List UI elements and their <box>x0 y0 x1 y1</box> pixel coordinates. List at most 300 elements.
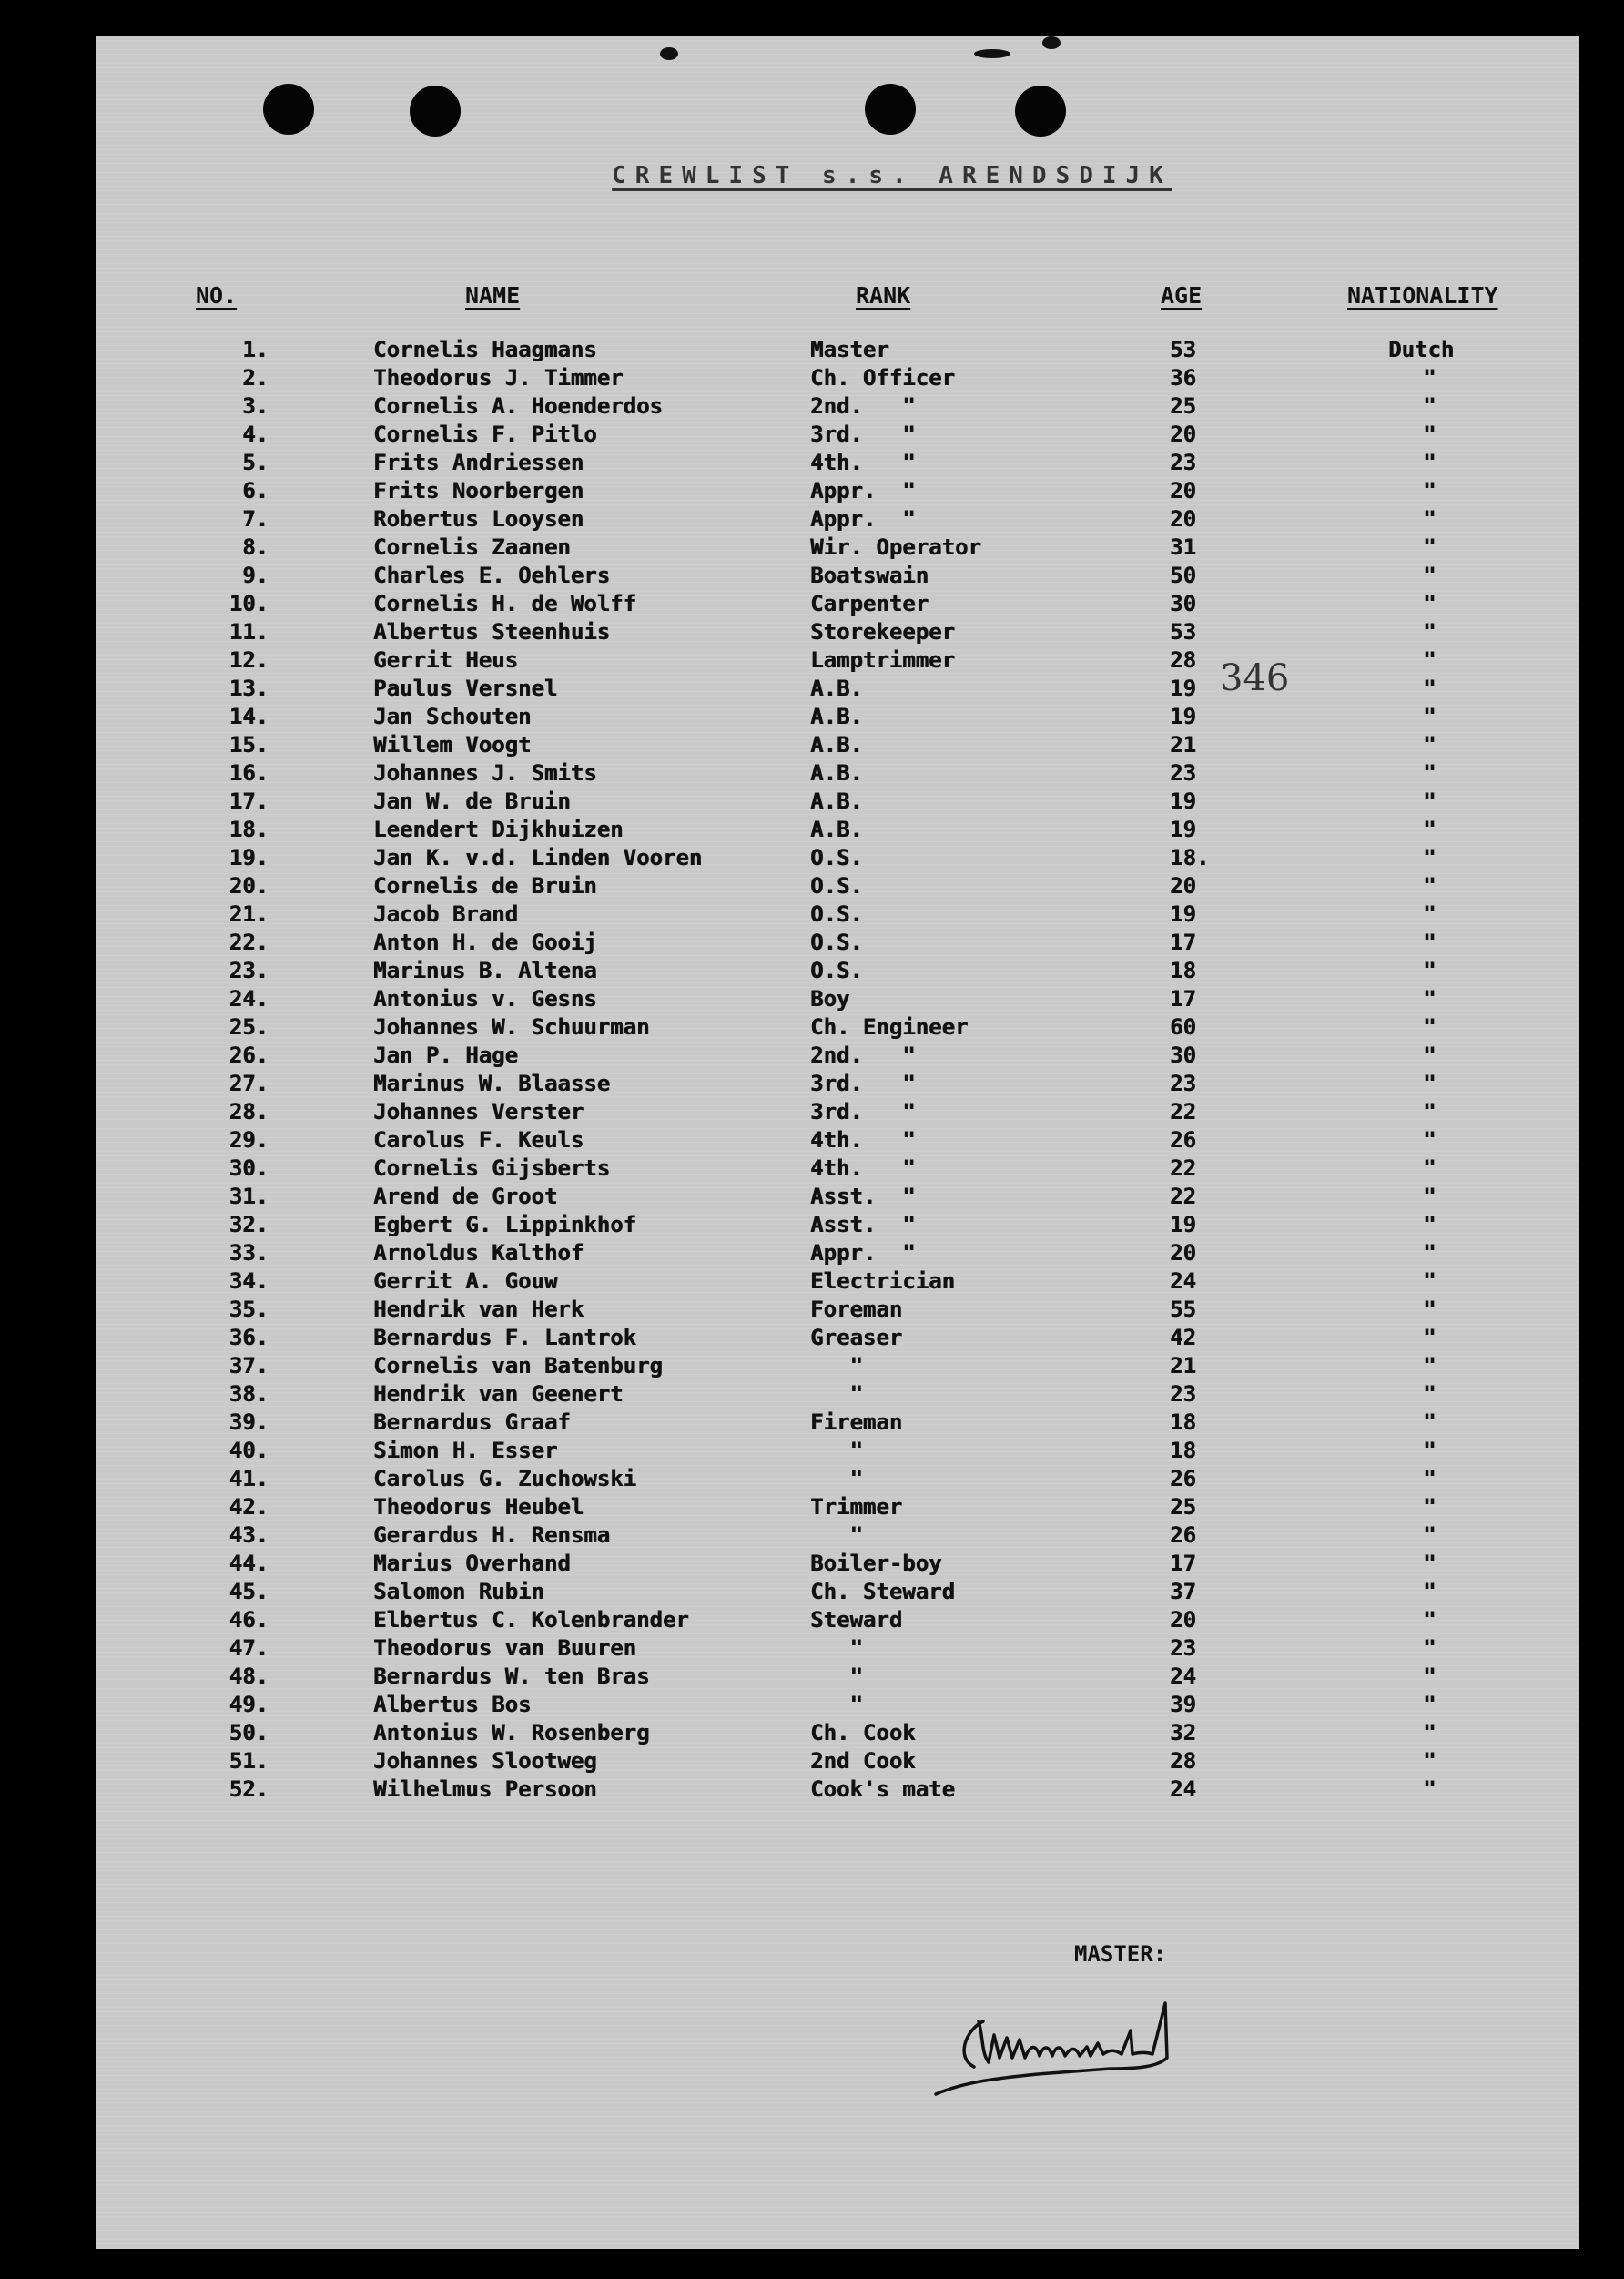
handwritten-note: 346 <box>1220 657 1290 699</box>
crew-nationality: " <box>1423 1043 1436 1068</box>
crew-rank: 4th. " <box>810 1127 916 1153</box>
crew-no: 50. <box>228 1720 269 1745</box>
crew-rank: Master <box>810 337 889 362</box>
crew-nationality: " <box>1423 1268 1436 1294</box>
crew-rank: O.S. <box>810 958 863 983</box>
crew-no: 18. <box>228 817 269 842</box>
crew-nationality: " <box>1423 1325 1436 1350</box>
crew-age: 22 <box>1170 1184 1196 1209</box>
crew-row <box>96 676 1579 704</box>
crew-name: Johannes J. Smits <box>373 760 597 786</box>
crew-rank: " <box>810 1522 863 1548</box>
crew-age: 42 <box>1170 1325 1196 1350</box>
header-no: NO. <box>196 282 238 309</box>
crew-nationality: " <box>1423 619 1436 645</box>
crew-name: Elbertus C. Kolenbrander <box>373 1607 689 1633</box>
crew-no: 3. <box>242 393 269 419</box>
crew-row <box>96 619 1579 647</box>
crew-name: Willem Voogt <box>373 732 532 758</box>
crew-name: Hendrik van Herk <box>373 1297 584 1322</box>
crew-name: Wilhelmus Persoon <box>373 1776 597 1802</box>
crew-no: 40. <box>228 1438 269 1463</box>
crew-age: 30 <box>1170 591 1196 616</box>
crew-nationality: " <box>1423 1381 1436 1407</box>
crew-no: 4. <box>242 422 269 447</box>
crew-row <box>96 1607 1579 1635</box>
crew-nationality: " <box>1423 732 1436 758</box>
crew-no: 30. <box>228 1155 269 1181</box>
crew-row <box>96 534 1579 563</box>
crew-age: 53 <box>1170 619 1196 645</box>
crew-name: Jan Schouten <box>373 704 532 729</box>
crew-age: 17 <box>1170 930 1196 955</box>
crew-nationality: " <box>1423 1071 1436 1096</box>
crew-no: 11. <box>228 619 269 645</box>
crew-age: 31 <box>1170 534 1196 560</box>
crew-rank: O.S. <box>810 845 863 870</box>
crew-rank: Greaser <box>810 1325 903 1350</box>
crew-nationality: " <box>1423 873 1436 899</box>
crew-no: 44. <box>228 1551 269 1576</box>
crew-rank: 2nd. " <box>810 1043 916 1068</box>
crew-age: 26 <box>1170 1466 1196 1491</box>
crew-row <box>96 817 1579 845</box>
crew-no: 15. <box>228 732 269 758</box>
crew-age: 23 <box>1170 450 1196 475</box>
crew-rank: A.B. <box>810 760 863 786</box>
crew-no: 46. <box>228 1607 269 1633</box>
crew-name: Marius Overhand <box>373 1551 571 1576</box>
crew-nationality: " <box>1423 788 1436 814</box>
crew-name: Jan P. Hage <box>373 1043 518 1068</box>
crew-name: Gerrit Heus <box>373 647 518 673</box>
crew-row <box>96 1748 1579 1776</box>
document-page <box>96 36 1579 2249</box>
crew-age: 25 <box>1170 393 1196 419</box>
crew-row <box>96 393 1579 422</box>
crew-no: 36. <box>228 1325 269 1350</box>
crew-nationality: " <box>1423 1776 1436 1802</box>
crew-age: 19 <box>1170 704 1196 729</box>
crew-row <box>96 873 1579 901</box>
crew-age: 50 <box>1170 563 1196 588</box>
crew-nationality: " <box>1423 845 1436 870</box>
crew-name: Carolus F. Keuls <box>373 1127 584 1153</box>
crew-nationality: " <box>1423 986 1436 1012</box>
crew-row <box>96 1663 1579 1692</box>
crew-row <box>96 422 1579 450</box>
crew-nationality: " <box>1423 1353 1436 1379</box>
crew-name: Bernardus F. Lantrok <box>373 1325 636 1350</box>
crew-rank: A.B. <box>810 676 863 701</box>
crew-nationality: " <box>1423 1409 1436 1435</box>
crew-age: 26 <box>1170 1127 1196 1153</box>
header-rank: RANK <box>856 282 911 309</box>
crew-age: 20 <box>1170 506 1196 532</box>
crew-name: Antonius v. Gesns <box>373 986 597 1012</box>
crew-no: 22. <box>228 930 269 955</box>
crew-no: 5. <box>242 450 269 475</box>
crew-no: 39. <box>228 1409 269 1435</box>
header-age: AGE <box>1161 282 1203 309</box>
crew-age: 20 <box>1170 478 1196 504</box>
crew-rank: 4th. " <box>810 450 916 475</box>
crew-nationality: " <box>1423 1099 1436 1124</box>
crew-rank: Trimmer <box>810 1494 903 1520</box>
crew-rank: Appr. " <box>810 506 916 532</box>
crew-rank: " <box>810 1353 863 1379</box>
crew-rank: Boy <box>810 986 850 1012</box>
crew-age: 23 <box>1170 1381 1196 1407</box>
crew-name: Robertus Looysen <box>373 506 584 532</box>
crew-rank: Appr. " <box>810 478 916 504</box>
punch-hole <box>263 84 314 135</box>
crew-name: Cornelis de Bruin <box>373 873 597 899</box>
crew-rank: O.S. <box>810 873 863 899</box>
crew-rank: Carpenter <box>810 591 929 616</box>
crew-rank: 3rd. " <box>810 1099 916 1124</box>
crew-nationality: " <box>1423 450 1436 475</box>
crew-name: Antonius W. Rosenberg <box>373 1720 650 1745</box>
crew-name: Jan W. de Bruin <box>373 788 571 814</box>
ink-speck <box>974 49 1010 58</box>
crew-no: 32. <box>228 1212 269 1237</box>
crew-nationality: " <box>1423 1155 1436 1181</box>
crew-age: 22 <box>1170 1099 1196 1124</box>
crew-nationality: " <box>1423 1297 1436 1322</box>
crew-no: 12. <box>228 647 269 673</box>
crew-row <box>96 337 1579 365</box>
crew-age: 36 <box>1170 365 1196 391</box>
crew-row <box>96 1522 1579 1551</box>
crew-name: Cornelis Haagmans <box>373 337 597 362</box>
crew-nationality: " <box>1423 1494 1436 1520</box>
crew-age: 19 <box>1170 817 1196 842</box>
crew-age: 18 <box>1170 1409 1196 1435</box>
crew-nationality: " <box>1423 1748 1436 1774</box>
crew-no: 33. <box>228 1240 269 1266</box>
crew-row <box>96 1155 1579 1184</box>
crew-name: Bernardus W. ten Bras <box>373 1663 650 1689</box>
crew-name: Simon H. Esser <box>373 1438 558 1463</box>
crew-nationality: " <box>1423 647 1436 673</box>
crew-name: Leendert Dijkhuizen <box>373 817 624 842</box>
crew-nationality: " <box>1423 1127 1436 1153</box>
crew-row <box>96 1466 1579 1494</box>
ink-speck <box>1042 36 1061 49</box>
crew-rank: Ch. Steward <box>810 1579 955 1604</box>
master-signature <box>929 1967 1229 2112</box>
crew-nationality: " <box>1423 1438 1436 1463</box>
crew-nationality: " <box>1423 393 1436 419</box>
crew-row <box>96 647 1579 676</box>
crew-row <box>96 1438 1579 1466</box>
crew-row <box>96 1071 1579 1099</box>
crew-name: Gerardus H. Rensma <box>373 1522 611 1548</box>
crew-no: 10. <box>228 591 269 616</box>
crew-row <box>96 1014 1579 1043</box>
crew-rank: O.S. <box>810 901 863 927</box>
crew-row <box>96 1043 1579 1071</box>
crew-nationality: " <box>1423 1692 1436 1717</box>
crew-nationality: " <box>1423 1607 1436 1633</box>
crew-name: Theodorus Heubel <box>373 1494 584 1520</box>
crew-row <box>96 1127 1579 1155</box>
crew-name: Johannes Verster <box>373 1099 584 1124</box>
crew-rank: Asst. " <box>810 1212 916 1237</box>
crew-rank: Boatswain <box>810 563 929 588</box>
crew-nationality: " <box>1423 478 1436 504</box>
crew-row <box>96 845 1579 873</box>
crew-no: 41. <box>228 1466 269 1491</box>
crew-row <box>96 506 1579 534</box>
crew-name: Bernardus Graaf <box>373 1409 571 1435</box>
crew-age: 53 <box>1170 337 1196 362</box>
crew-nationality: " <box>1423 1212 1436 1237</box>
crew-row <box>96 365 1579 393</box>
crew-row <box>96 1494 1579 1522</box>
crew-rank: Electrician <box>810 1268 955 1294</box>
crew-row <box>96 1212 1579 1240</box>
crew-no: 2. <box>242 365 269 391</box>
crew-name: Jacob Brand <box>373 901 518 927</box>
crew-no: 34. <box>228 1268 269 1294</box>
crew-name: Jan K. v.d. Linden Vooren <box>373 845 703 870</box>
crew-name: Arend de Groot <box>373 1184 558 1209</box>
crew-age: 17 <box>1170 986 1196 1012</box>
crew-name: Cornelis van Batenburg <box>373 1353 663 1379</box>
crew-rank: Steward <box>810 1607 903 1633</box>
crew-name: Albertus Steenhuis <box>373 619 611 645</box>
crew-no: 23. <box>228 958 269 983</box>
crew-row <box>96 478 1579 506</box>
crew-row <box>96 986 1579 1014</box>
crew-rank: 4th. " <box>810 1155 916 1181</box>
crew-age: 17 <box>1170 1551 1196 1576</box>
crew-no: 14. <box>228 704 269 729</box>
crew-no: 43. <box>228 1522 269 1548</box>
crew-rank: Boiler-boy <box>810 1551 942 1576</box>
crew-age: 24 <box>1170 1268 1196 1294</box>
crew-nationality: " <box>1423 704 1436 729</box>
crew-age: 20 <box>1170 1240 1196 1266</box>
crew-nationality: " <box>1423 534 1436 560</box>
crew-nationality: " <box>1423 1522 1436 1548</box>
crew-row <box>96 1551 1579 1579</box>
crew-age: 19 <box>1170 788 1196 814</box>
crew-rank: Appr. " <box>810 1240 916 1266</box>
crew-rank: 3rd. " <box>810 422 916 447</box>
crew-name: Salomon Rubin <box>373 1579 544 1604</box>
crew-no: 35. <box>228 1297 269 1322</box>
crew-name: Cornelis Gijsberts <box>373 1155 611 1181</box>
crew-no: 20. <box>228 873 269 899</box>
crew-age: 18 <box>1170 1438 1196 1463</box>
crew-nationality: " <box>1423 563 1436 588</box>
crew-rank: Wir. Operator <box>810 534 981 560</box>
crew-no: 28. <box>228 1099 269 1124</box>
crew-name: Hendrik van Geenert <box>373 1381 624 1407</box>
crew-nationality: " <box>1423 1720 1436 1745</box>
crew-rank: 2nd Cook <box>810 1748 916 1774</box>
crew-rank: " <box>810 1663 863 1689</box>
crew-row <box>96 1184 1579 1212</box>
crew-name: Cornelis A. Hoenderdos <box>373 393 663 419</box>
crew-nationality: " <box>1423 591 1436 616</box>
crew-rank: Asst. " <box>810 1184 916 1209</box>
crew-row <box>96 1268 1579 1297</box>
crew-rank: A.B. <box>810 817 863 842</box>
header-nationality: NATIONALITY <box>1347 282 1498 309</box>
crew-name: Albertus Bos <box>373 1692 532 1717</box>
crew-name: Charles E. Oehlers <box>373 563 611 588</box>
crew-name: Anton H. de Gooij <box>373 930 597 955</box>
crew-nationality: " <box>1423 1240 1436 1266</box>
crew-no: 17. <box>228 788 269 814</box>
crew-rank: " <box>810 1438 863 1463</box>
crew-name: Frits Andriessen <box>373 450 584 475</box>
crew-age: 19 <box>1170 1212 1196 1237</box>
crew-rank: Ch. Engineer <box>810 1014 969 1040</box>
crew-row <box>96 958 1579 986</box>
crew-no: 37. <box>228 1353 269 1379</box>
crew-no: 25. <box>228 1014 269 1040</box>
crew-age: 20 <box>1170 422 1196 447</box>
crew-row <box>96 1635 1579 1663</box>
crew-no: 6. <box>242 478 269 504</box>
crew-nationality: " <box>1423 1579 1436 1604</box>
crew-age: 20 <box>1170 873 1196 899</box>
crew-rank: Lamptrimmer <box>810 647 955 673</box>
crew-row <box>96 563 1579 591</box>
crew-no: 45. <box>228 1579 269 1604</box>
crew-row <box>96 1776 1579 1805</box>
crew-name: Johannes Slootweg <box>373 1748 597 1774</box>
crew-age: 32 <box>1170 1720 1196 1745</box>
crew-nationality: " <box>1423 901 1436 927</box>
crew-no: 42. <box>228 1494 269 1520</box>
crew-age: 28 <box>1170 1748 1196 1774</box>
crew-nationality: Dutch <box>1388 337 1455 362</box>
crew-row <box>96 1381 1579 1409</box>
crew-rank: A.B. <box>810 732 863 758</box>
crew-age: 21 <box>1170 1353 1196 1379</box>
crew-rank: " <box>810 1692 863 1717</box>
crew-nationality: " <box>1423 1184 1436 1209</box>
crew-nationality: " <box>1423 1466 1436 1491</box>
crew-row <box>96 704 1579 732</box>
crew-row <box>96 930 1579 958</box>
crew-row <box>96 1720 1579 1748</box>
crew-nationality: " <box>1423 958 1436 983</box>
crew-age: 60 <box>1170 1014 1196 1040</box>
document-title: CREWLIST s.s. ARENDSDIJK <box>612 162 1172 189</box>
crew-row <box>96 1099 1579 1127</box>
crew-no: 1. <box>242 337 269 362</box>
crew-no: 26. <box>228 1043 269 1068</box>
crew-age: 25 <box>1170 1494 1196 1520</box>
crew-nationality: " <box>1423 1551 1436 1576</box>
crew-name: Arnoldus Kalthof <box>373 1240 584 1266</box>
crew-nationality: " <box>1423 676 1436 701</box>
crew-rank: O.S. <box>810 930 863 955</box>
crew-row <box>96 901 1579 930</box>
crew-no: 19. <box>228 845 269 870</box>
crew-no: 8. <box>242 534 269 560</box>
crew-no: 52. <box>228 1776 269 1802</box>
crew-nationality: " <box>1423 930 1436 955</box>
crew-name: Frits Noorbergen <box>373 478 584 504</box>
crew-age: 30 <box>1170 1043 1196 1068</box>
crew-row <box>96 1692 1579 1720</box>
crew-age: 23 <box>1170 1071 1196 1096</box>
crew-name: Cornelis H. de Wolff <box>373 591 636 616</box>
crew-age: 23 <box>1170 760 1196 786</box>
crew-age: 26 <box>1170 1522 1196 1548</box>
crew-nationality: " <box>1423 1663 1436 1689</box>
crew-no: 9. <box>242 563 269 588</box>
crew-no: 16. <box>228 760 269 786</box>
crew-list <box>96 337 1579 1805</box>
ink-speck <box>660 47 678 60</box>
crew-rank: " <box>810 1635 863 1661</box>
crew-nationality: " <box>1423 422 1436 447</box>
crew-name: Marinus B. Altena <box>373 958 597 983</box>
crew-rank: 3rd. " <box>810 1071 916 1096</box>
crew-name: Marinus W. Blaasse <box>373 1071 611 1096</box>
crew-rank: " <box>810 1381 863 1407</box>
crew-age: 20 <box>1170 1607 1196 1633</box>
crew-name: Egbert G. Lippinkhof <box>373 1212 636 1237</box>
crew-name: Carolus G. Zuchowski <box>373 1466 636 1491</box>
punch-hole <box>865 84 916 135</box>
crew-no: 48. <box>228 1663 269 1689</box>
crew-row <box>96 1297 1579 1325</box>
crew-rank: A.B. <box>810 788 863 814</box>
crew-age: 19 <box>1170 676 1196 701</box>
crew-no: 31. <box>228 1184 269 1209</box>
crew-age: 21 <box>1170 732 1196 758</box>
crew-no: 24. <box>228 986 269 1012</box>
crew-nationality: " <box>1423 817 1436 842</box>
crew-name: Paulus Versnel <box>373 676 558 701</box>
crew-nationality: " <box>1423 506 1436 532</box>
crew-nationality: " <box>1423 1635 1436 1661</box>
crew-name: Gerrit A. Gouw <box>373 1268 558 1294</box>
crew-nationality: " <box>1423 1014 1436 1040</box>
crew-age: 24 <box>1170 1663 1196 1689</box>
crew-age: 24 <box>1170 1776 1196 1802</box>
crew-rank: Storekeeper <box>810 619 955 645</box>
crew-no: 27. <box>228 1071 269 1096</box>
crew-rank: 2nd. " <box>810 393 916 419</box>
crew-row <box>96 1325 1579 1353</box>
crew-name: Theodorus van Buuren <box>373 1635 636 1661</box>
header-name: NAME <box>465 282 521 309</box>
crew-row <box>96 788 1579 817</box>
crew-age: 18. <box>1170 845 1210 870</box>
crew-name: Johannes W. Schuurman <box>373 1014 650 1040</box>
crew-no: 7. <box>242 506 269 532</box>
crew-rank: Ch. Officer <box>810 365 955 391</box>
crew-rank: Foreman <box>810 1297 903 1322</box>
crew-row <box>96 450 1579 478</box>
crew-name: Cornelis Zaanen <box>373 534 571 560</box>
crew-no: 21. <box>228 901 269 927</box>
crew-nationality: " <box>1423 365 1436 391</box>
punch-hole <box>410 86 461 137</box>
crew-age: 23 <box>1170 1635 1196 1661</box>
